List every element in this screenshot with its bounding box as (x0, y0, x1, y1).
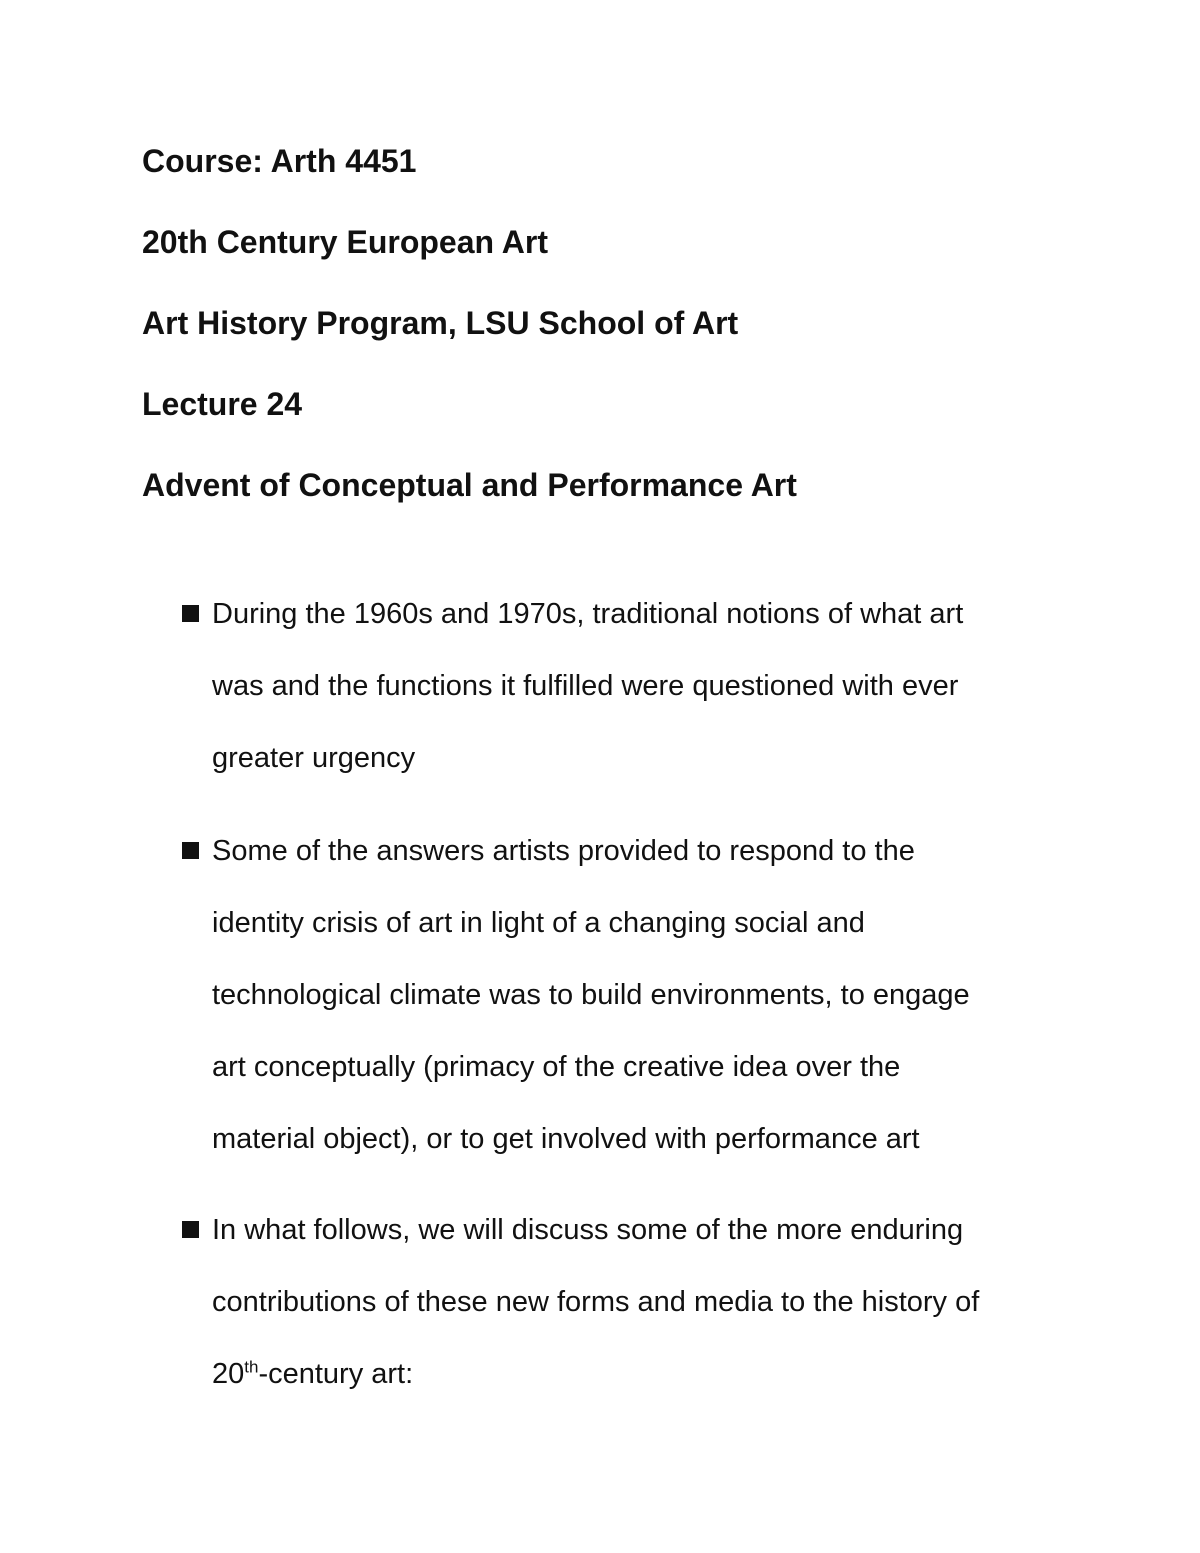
bullet-2-line-5: material object), or to get involved with performance art (212, 1123, 920, 1155)
bullet-2-line-2: identity crisis of art in light of a changing social and (212, 907, 865, 939)
bullet-3-line-1: In what follows, we will discuss some of the more enduring (212, 1214, 964, 1246)
square-bullet-icon (182, 1221, 199, 1238)
century-rest: -century art: (258, 1358, 414, 1390)
bullet-3-line-3 (212, 1356, 413, 1392)
bullet-1-line-3: greater urgency (212, 742, 416, 774)
course-title-heading: 20th Century European Art (142, 224, 548, 260)
square-bullet-icon (182, 842, 199, 859)
lecture-number-heading: Lecture 24 (142, 386, 303, 422)
lecture-topic-heading: Advent of Conceptual and Performance Art (142, 467, 797, 503)
program-heading: Art History Program, LSU School of Art (142, 305, 739, 341)
bullet-3-line-2: contributions of these new forms and media to the history of (212, 1286, 980, 1318)
course-heading: Course: Arth 4451 (142, 143, 417, 179)
century-number: 20 (212, 1358, 245, 1390)
bullet-2-line-1: Some of the answers artists provided to respond to the (212, 835, 915, 867)
ordinal-superscript: th (244, 1357, 259, 1377)
bullet-2-line-3: technological climate was to build environments, to engage (212, 979, 970, 1011)
bullet-1-line-2: was and the functions it fulfilled were questioned with ever (212, 670, 959, 702)
square-bullet-icon (182, 605, 199, 622)
bullet-2-line-4: art conceptually (primacy of the creative idea over the (212, 1051, 901, 1083)
bullet-1-line-1: During the 1960s and 1970s, traditional notions of what art (212, 598, 964, 630)
